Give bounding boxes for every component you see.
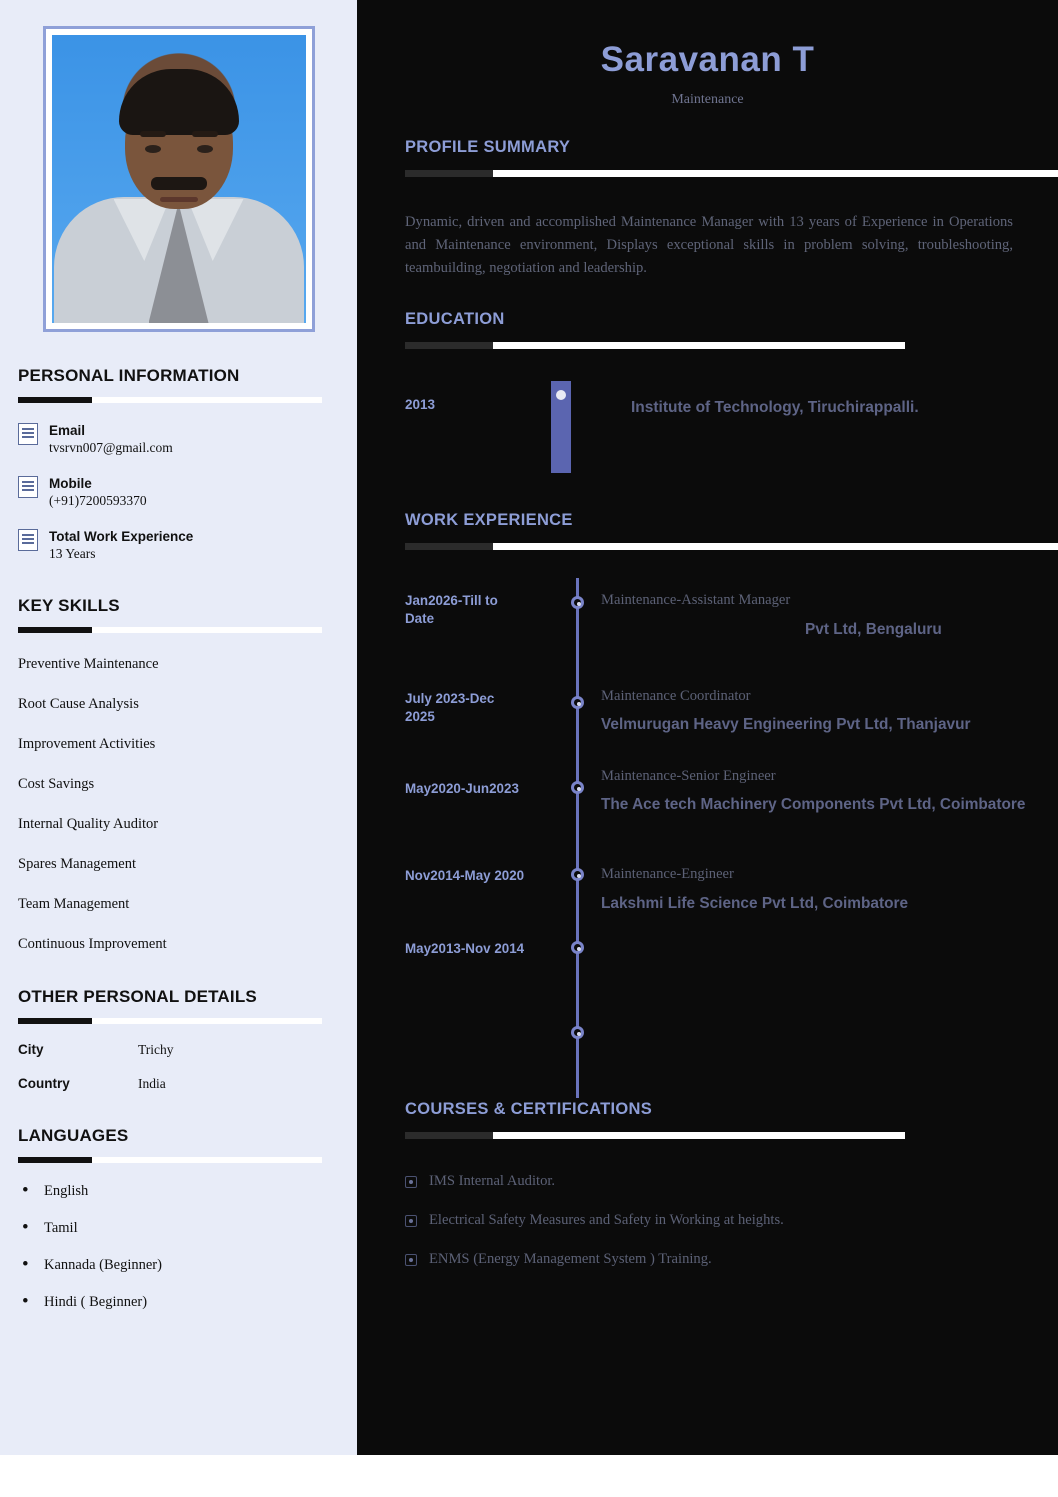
field-label: Mobile [49, 476, 92, 491]
job-role-subtitle: Maintenance [671, 92, 744, 107]
languages-heading: LANGUAGES [18, 1126, 129, 1145]
check-box-icon [405, 1176, 417, 1188]
work-company: Pvt Ltd, Bengaluru [805, 621, 942, 638]
list-item: • English [18, 1183, 339, 1200]
certification-text: Electrical Safety Measures and Safety in Working at heights. [429, 1212, 784, 1228]
list-item: • Kannada (Beginner) [18, 1257, 339, 1274]
timeline-node [571, 696, 584, 709]
work-company: Lakshmi Life Science Pvt Ltd, Coimbatore [601, 895, 909, 912]
detail-value: Trichy [138, 1042, 174, 1057]
education-entry [405, 381, 1038, 481]
section-education [357, 310, 1058, 481]
personal-information-heading: PERSONAL INFORMATION [18, 366, 240, 385]
work-position: Maintenance-Engineer [601, 866, 734, 882]
list-item: Preventive Maintenance [18, 656, 159, 672]
list-item: Spares Management [18, 856, 136, 872]
section-divider [405, 342, 905, 349]
certification-text: ENMS (Energy Management System ) Training. [429, 1251, 712, 1267]
detail-value: India [138, 1076, 166, 1091]
section-divider [18, 627, 322, 633]
field-label: Total Work Experience [49, 529, 194, 544]
sidebar [0, 0, 357, 1455]
list-item: Continuous Improvement [18, 936, 167, 952]
mail-icon [18, 423, 38, 445]
section-divider [405, 1132, 905, 1139]
work-timeline [405, 578, 1038, 1108]
profile-photo-frame [43, 26, 315, 332]
photo-mouth [160, 197, 198, 202]
list-item: Improvement Activities [18, 736, 156, 752]
section-divider [18, 1157, 322, 1163]
check-box-icon [405, 1254, 417, 1266]
field-value: (+91)7200593370 [49, 493, 147, 508]
page-margin-bottom [0, 1455, 1058, 1497]
photo-eye-right [197, 145, 213, 153]
work-position: Maintenance-Senior Engineer [601, 768, 776, 784]
education-heading: EDUCATION [405, 310, 505, 328]
timeline-node [571, 1026, 584, 1039]
section-divider [18, 1018, 322, 1024]
photo-eye-left [145, 145, 161, 153]
key-skills-heading: KEY SKILLS [18, 596, 120, 615]
section-profile-summary [357, 138, 1058, 280]
work-dates: May2020-Jun2023 [405, 781, 519, 796]
photo-moustache [151, 177, 207, 190]
section-divider [18, 397, 322, 403]
contact-field-experience [18, 529, 339, 562]
work-dates: July 2023-Dec 2025 [405, 691, 495, 724]
education-year: 2013 [405, 397, 436, 412]
detail-row-country [18, 1076, 339, 1092]
timeline-node [571, 596, 584, 609]
photo-brow-left [140, 131, 166, 137]
detail-key: City [18, 1042, 44, 1057]
profile-summary-text: Dynamic, driven and accomplished Maintenance Manager with 13 years of Experience in Operations and Maintenance environment, Displays exceptional skills in problem solving, troubleshooting, teambuilding, negotiation and leadership. [405, 214, 1013, 276]
certifications-heading: COURSES & CERTIFICATIONS [405, 1100, 653, 1118]
phone-icon [18, 476, 38, 498]
work-dates: May2013-Nov 2014 [405, 941, 525, 956]
timeline-node [571, 868, 584, 881]
main-content [357, 0, 1058, 1455]
work-company: Velmurugan Heavy Engineering Pvt Ltd, Thanjavur [601, 716, 971, 733]
list-item: Internal Quality Auditor [18, 816, 159, 832]
list-item [405, 1173, 1038, 1190]
list-item: Team Management [18, 896, 130, 912]
timeline-node [571, 781, 584, 794]
list-item: Root Cause Analysis [18, 696, 139, 712]
profile-summary-heading: PROFILE SUMMARY [405, 138, 571, 156]
list-item [405, 1251, 1038, 1268]
briefcase-icon [18, 529, 38, 551]
timeline-node [571, 941, 584, 954]
list-item: • Tamil [18, 1220, 339, 1237]
timeline-spine [576, 578, 579, 1098]
work-position: Maintenance Coordinator [601, 688, 751, 704]
education-timeline-node [556, 390, 566, 400]
list-item: • Hindi ( Beginner) [18, 1294, 339, 1311]
section-divider [405, 543, 1058, 550]
section-certifications [357, 1100, 1058, 1268]
field-label: Email [49, 423, 86, 438]
work-company: The Ace tech Machinery Components Pvt Ltd, Coimbatore [601, 796, 1026, 813]
avatar [52, 35, 306, 323]
list-item: Cost Savings [18, 776, 95, 792]
other-personal-details-heading: OTHER PERSONAL DETAILS [18, 987, 257, 1006]
certification-text: IMS Internal Auditor. [429, 1173, 556, 1189]
detail-row-city [18, 1042, 339, 1058]
detail-key: Country [18, 1076, 70, 1091]
section-work-experience [357, 511, 1058, 1108]
contact-field-email [18, 423, 339, 456]
page-title: Saravanan T [600, 40, 815, 79]
education-institute: Institute of Technology, Tiruchirappalli. [631, 399, 919, 416]
field-value[interactable]: tvsrvn007@gmail.com [49, 440, 173, 455]
list-item [405, 1212, 1038, 1229]
work-experience-heading: WORK EXPERIENCE [405, 511, 573, 529]
photo-brow-right [192, 131, 218, 137]
work-dates: Jan2026-Till to Date [405, 593, 498, 626]
field-value: 13 Years [49, 546, 96, 561]
work-dates: Nov2014-May 2020 [405, 868, 525, 883]
check-box-icon [405, 1215, 417, 1227]
contact-field-mobile [18, 476, 339, 509]
work-position: Maintenance-Assistant Manager [601, 592, 791, 608]
section-divider [405, 170, 1058, 177]
photo-hair [119, 69, 239, 135]
